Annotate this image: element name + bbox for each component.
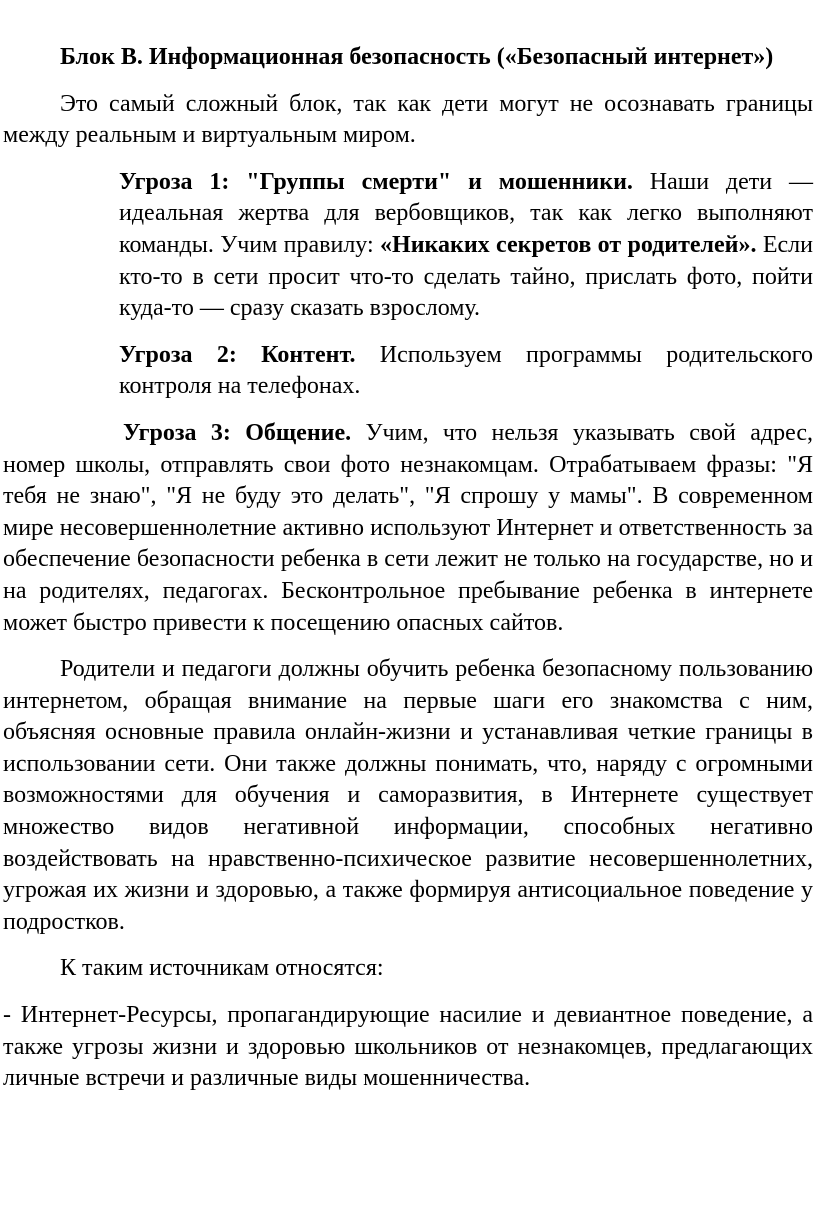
threat-2-title: Угроза 2: Контент. — [119, 341, 356, 368]
threat-2-text: Используем программы родительского контроля на телефонах. — [119, 341, 813, 400]
list-item: - Интернет-Ресурсы, пропагандирующие насилие и девиантное поведение, а также угрозы жизни и здоровью школьников от незнакомцев, предлагающих личные встречи и различные виды мошенничества. — [3, 1002, 813, 1092]
threat-3-title: Угроза 3: Общение. — [123, 419, 352, 446]
sources-intro: К таким источникам относятся: — [60, 955, 384, 982]
threat-1-rule: «Никаких секретов от родителей». — [380, 231, 757, 258]
threat-1-text-a: Наши дети — идеальная жертва для вербовщиков, так как легко выполняют команды. Учим правилу: — [119, 168, 813, 258]
threat-2-paragraph — [119, 340, 813, 403]
threat-1-title: Угроза 1: "Группы смерти" и мошенники. — [119, 168, 633, 195]
threat-1-paragraph — [119, 167, 813, 325]
threat-3-paragraph — [3, 418, 813, 639]
threat-1-text-b: Если кто-то в сети просит что-то сделать тайно, прислать фото, пойти куда-то — сразу сказать взрослому. — [119, 231, 813, 322]
parents-paragraph: Родители и педагоги должны обучить ребенка безопасному пользованию интернетом, обращая внимание на первые шаги его знакомства с ним, объясняя основные правила онлайн-жизни и устанавливая четкие границы в использовании сети. Они также должны понимать, что, наряду с огромными возможностями для обучения и саморазвития, в Интернете существует множество видов негативной информации, способных негативно воздействовать на нравственно-психическое развитие несовершеннолетних, угрожая их жизни и здоровью, а также формируя антисоциальное поведение у подростков. — [3, 656, 813, 935]
intro-paragraph: Это самый сложный блок, так как дети могут не осознавать границы между реальным и виртуальным миром. — [3, 90, 813, 149]
section-heading: Блок В. Информационная безопасность («Безопасный интернет») — [60, 44, 774, 70]
threat-3-text: Учим, что нельзя указывать свой адрес, номер школы, отправлять свои фото незнакомцам. Отрабатываем фразы: "Я тебя не знаю", "Я не буду это делать", "Я спрошу у мамы". В современном мире несовершеннолетние активно используют Интернет и ответственность за обеспечение безопасности ребенка в сети лежит не только на государстве, но и на родителях, педагогах. Бесконтрольное пребывание ребенка в интернете может быстро привести к посещению опасных сайтов. — [3, 419, 813, 636]
